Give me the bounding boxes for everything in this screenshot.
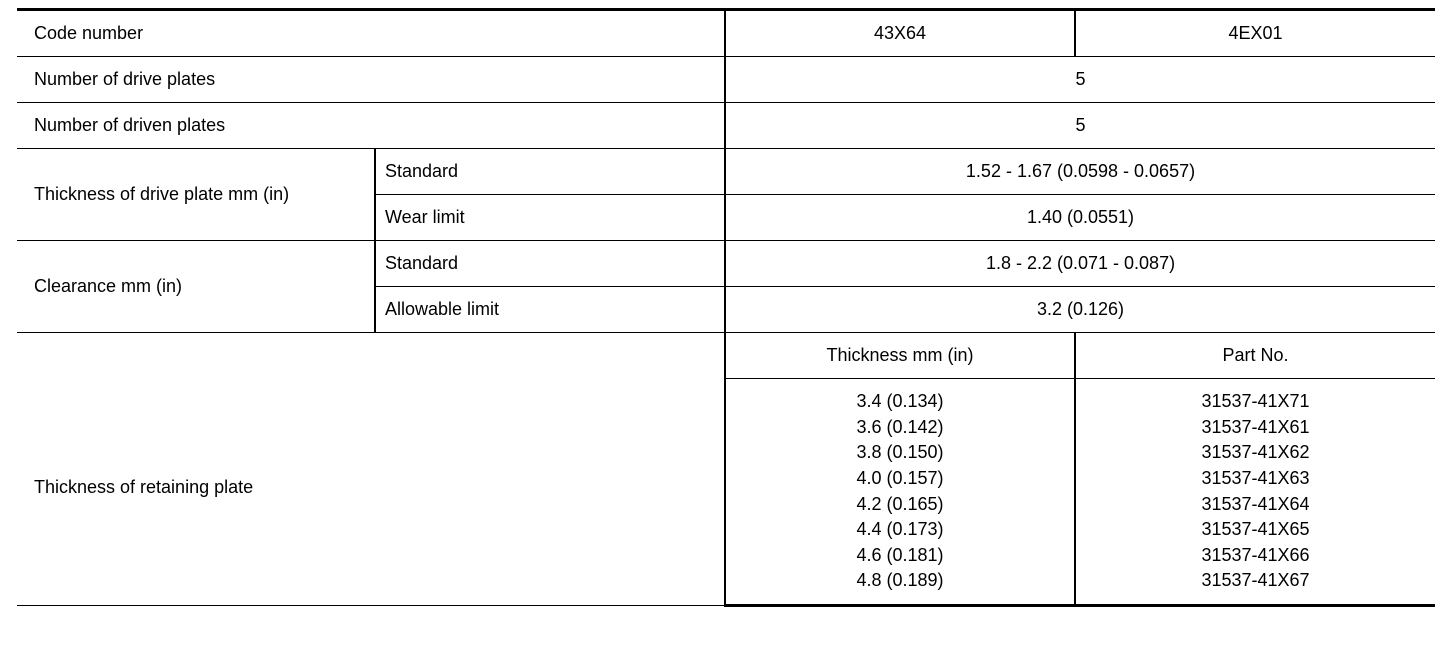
list-item: 4.2 (0.165) (856, 493, 944, 514)
part-number-list (1076, 389, 1435, 594)
list-item: 3.8 (0.150) (856, 442, 944, 463)
drive-plate-thickness-label: Thickness of drive plate mm (in) (17, 149, 375, 241)
list-item: 31537-41X65 (1201, 519, 1310, 540)
table-row-code-number (17, 10, 1435, 57)
list-item: 31537-41X64 (1201, 493, 1310, 514)
code-number-43x64: 43X64 (725, 10, 1075, 57)
list-item: 31537-41X63 (1201, 467, 1310, 488)
list-item: 31537-41X67 (1201, 570, 1310, 591)
part-number-column-header: Part No. (1075, 333, 1435, 379)
list-item: 3.4 (0.134) (856, 391, 944, 412)
thickness-values-cell (725, 379, 1075, 606)
list-item: 4.8 (0.189) (856, 570, 944, 591)
code-number-4ex01: 4EX01 (1075, 10, 1435, 57)
driven-plates-label: Number of driven plates (17, 103, 725, 149)
list-item: 31537-41X61 (1201, 416, 1310, 437)
thickness-column-header: Thickness mm (in) (725, 333, 1075, 379)
list-item: 3.6 (0.142) (856, 416, 944, 437)
table-row-drive-plates (17, 57, 1435, 103)
driven-plates-value: 5 (725, 103, 1435, 149)
specification-table (17, 8, 1435, 607)
retaining-plate-label: Thickness of retaining plate (17, 333, 725, 606)
thickness-list (726, 389, 1074, 594)
drive-plate-wear-label: Wear limit (375, 195, 725, 241)
table-row-driven-plates (17, 103, 1435, 149)
list-item: 31537-41X71 (1201, 391, 1310, 412)
list-item: 4.4 (0.173) (856, 519, 944, 540)
table-row-retaining-header (17, 333, 1435, 379)
drive-plates-label: Number of drive plates (17, 57, 725, 103)
drive-plate-wear-value: 1.40 (0.0551) (725, 195, 1435, 241)
list-item: 31537-41X66 (1201, 544, 1310, 565)
list-item: 4.6 (0.181) (856, 544, 944, 565)
part-number-values-cell (1075, 379, 1435, 606)
table-row-clearance-standard (17, 241, 1435, 287)
clearance-standard-label: Standard (375, 241, 725, 287)
code-number-label: Code number (17, 10, 725, 57)
list-item: 4.0 (0.157) (856, 467, 944, 488)
drive-plate-standard-value: 1.52 - 1.67 (0.0598 - 0.0657) (725, 149, 1435, 195)
clearance-standard-value: 1.8 - 2.2 (0.071 - 0.087) (725, 241, 1435, 287)
clearance-label: Clearance mm (in) (17, 241, 375, 333)
table-row-drive-plate-standard (17, 149, 1435, 195)
clearance-allowable-label: Allowable limit (375, 287, 725, 333)
clearance-allowable-value: 3.2 (0.126) (725, 287, 1435, 333)
list-item: 31537-41X62 (1201, 442, 1310, 463)
drive-plates-value: 5 (725, 57, 1435, 103)
drive-plate-standard-label: Standard (375, 149, 725, 195)
